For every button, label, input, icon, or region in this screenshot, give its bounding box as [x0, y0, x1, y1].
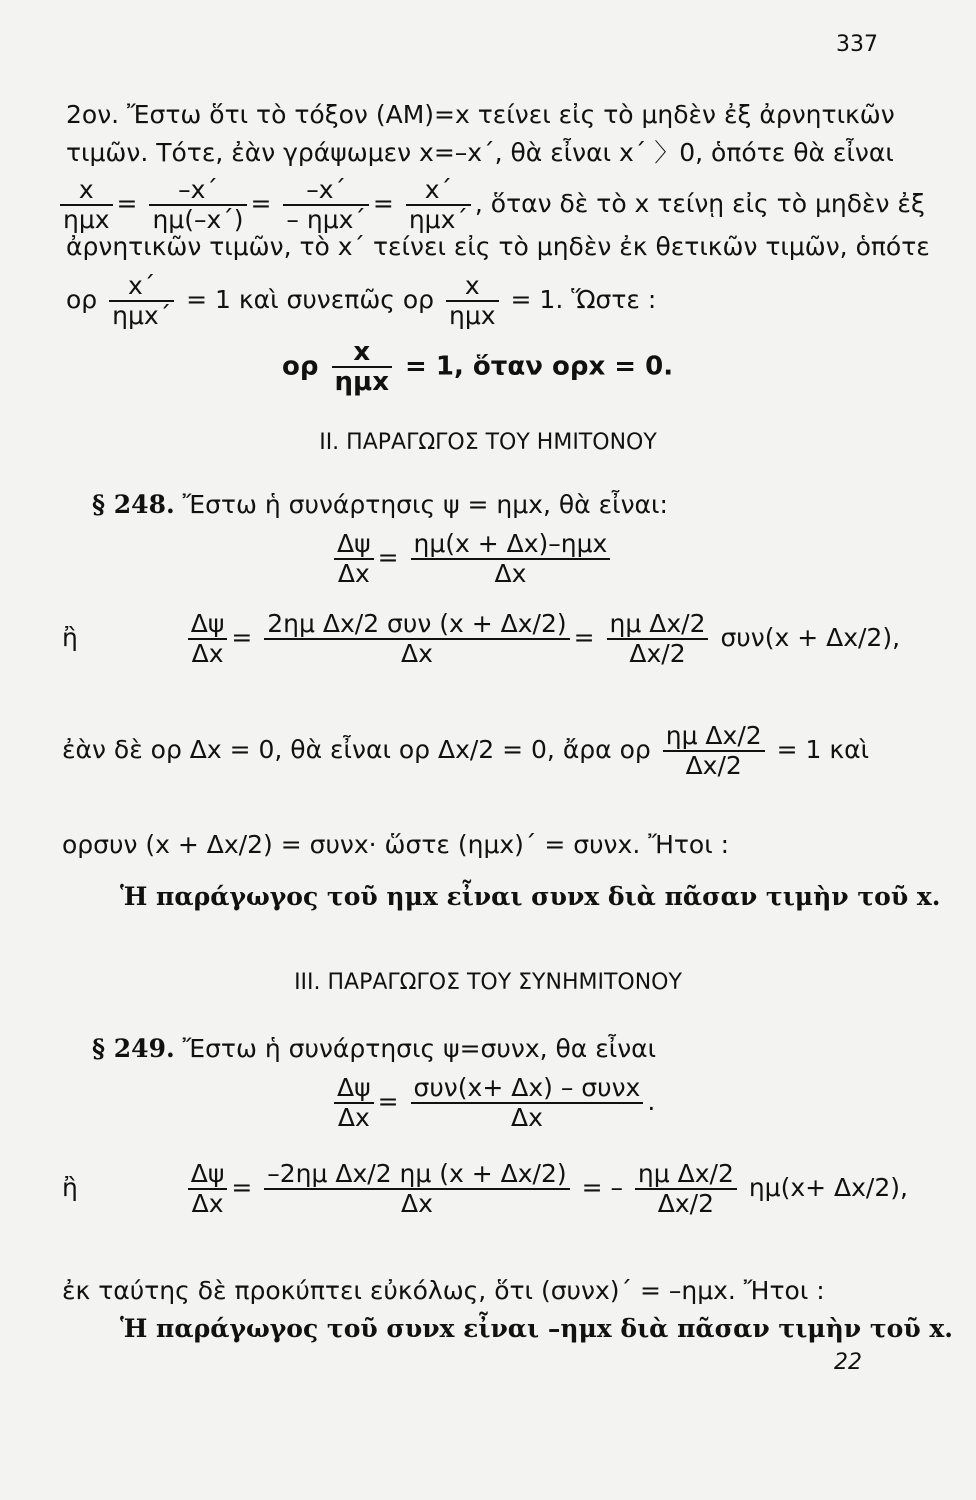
fraction: $\frac{\Delta\psi}{\Delta x}$ — [188, 1160, 228, 1218]
fraction: $\frac{\Delta\psi}{\Delta x}$ — [334, 530, 374, 588]
page-number: 337 — [836, 32, 878, 57]
fraction: $\frac{x΄}{\text{ημx΄}}$ — [406, 176, 471, 234]
paragraph-number: § 248. — [92, 490, 175, 519]
text-line: ἐκ ταύτης δὲ προκύπτει εὐκόλως, ὅτι (συνx)΄ = –ημx. Ἤτοι : — [62, 1276, 825, 1305]
text-span: Ἔστω ἡ συνάρτησις ψ = ημx, θὰ εἶναι: — [182, 490, 668, 519]
fraction: $\frac{\text{ημ Δx/2}}{\Delta x/2}$ — [607, 610, 709, 668]
fraction-row: $\frac{x}{\text{ημx}}$ = $\frac{-x΄}{\eta\mu(-x΄)}$ = $\frac{-x΄}{\text{– ημx΄}}$ = $\frac{x΄}{\text{ημx΄}}$ , ὅταν δὲ τὸ x τείνῃ εἰς τὸ μηδὲν ἐξ — [56, 176, 925, 234]
fraction: $\frac{-x΄}{\text{– ημx΄}}$ — [283, 176, 369, 234]
fraction: $\frac{\text{ημ Δx/2}}{\Delta x/2}$ — [663, 722, 765, 780]
text-span: Ἔστω ἡ συνάρτησις ψ=συνx, θα εἶναι — [182, 1034, 657, 1063]
result-equation: ορ $\frac{x}{\text{ημx}}$ = 1, ὅταν ορx = 0. — [282, 337, 674, 397]
fraction: $\frac{\text{–2ημ Δx/2 ημ (x + Δx/2)}}{\Delta x}$ — [264, 1160, 569, 1218]
fraction: $\frac{x}{\text{ημx}}$ — [60, 176, 113, 234]
fraction: $\frac{x}{\text{ημx}}$ — [446, 272, 499, 330]
section-heading: III. ΠΑΡΑΓΩΓΟΣ ΤΟΥ ΣΥΝΗΜΙΤΟΝΟΥ — [294, 970, 682, 995]
paragraph-line — [92, 1034, 656, 1064]
text-line: τιμῶν. Τότε, ἐὰν γράψωμεν x=–x΄, θὰ εἶναι x΄ 〉0, ὁπότε θὰ εἶναι — [66, 138, 894, 167]
equation-line: ορ $\frac{x΄}{\text{ημx΄}}$ = 1 καὶ συνεπῶς ορ $\frac{x}{\text{ημx}}$ = 1. Ὥστε : — [66, 271, 657, 330]
text-span: , ὅταν δὲ τὸ x τείνῃ εἰς τὸ μηδὲν ἐξ — [474, 189, 925, 218]
equation-line: ἢ $\frac{\Delta\psi}{\Delta x}$ = $\frac{\text{2ημ Δx/2 συν (x + Δx/2)}}{\Delta x}$ = $\frac{\text{ημ Δx/2}}{\Delta x/2}$ συν(x + Δx/2), — [62, 609, 901, 668]
fraction: $\frac{\text{ημ(x + Δx)–ημx}}{\Delta x}$ — [411, 530, 611, 588]
section-heading: II. ΠΑΡΑΓΩΓΟΣ ΤΟΥ ΗΜΙΤΟΝΟΥ — [319, 430, 657, 455]
fraction: $\frac{-x΄}{\eta\mu(-x΄)}$ — [149, 176, 246, 234]
equation-line: $\frac{\Delta\psi}{\Delta x}$ = $\frac{\text{συν(x+ Δx) – συνx}}{\Delta x}$ . — [330, 1074, 655, 1132]
fraction: $\frac{\text{συν(x+ Δx) – συνx}}{\Delta x}$ — [411, 1074, 644, 1132]
text-line: 2ον. Ἔστω ὅτι τὸ τόξον (AM)=x τείνει εἰς τὸ μηδὲν ἐξ ἀρνητικῶν — [66, 100, 895, 129]
theorem-statement: Ἡ παράγωγος τοῦ συνx εἶναι –ημx διὰ πᾶσαν τιμὴν τοῦ x. — [120, 1314, 953, 1343]
theorem-statement: Ἡ παράγωγος τοῦ ημx εἶναι συνx διὰ πᾶσαν τιμὴν τοῦ x. — [120, 882, 941, 911]
equation-line: ἢ $\frac{\Delta\psi}{\Delta x}$ = $\frac{\text{–2ημ Δx/2 ημ (x + Δx/2)}}{\Delta x}$ = – $\frac{\text{ημ Δx/2}}{\Delta x/2}$ ημ(x+ Δx/2), — [62, 1159, 908, 1218]
equation-line: ἐὰν δὲ ορ Δx = 0, θὰ εἶναι ορ Δx/2 = 0, ἄρα ορ $\frac{\text{ημ Δx/2}}{\Delta x/2}$ = 1 καὶ — [62, 721, 870, 780]
text-line: ἀρνητικῶν τιμῶν, τὸ x΄ τείνει εἰς τὸ μηδὲν ἐκ θετικῶν τιμῶν, ὁπότε — [66, 232, 930, 261]
paragraph-line — [92, 490, 668, 520]
equation-line: $\frac{\Delta\psi}{\Delta x}$ = $\frac{\text{ημ(x + Δx)–ημx}}{\Delta x}$ — [330, 530, 614, 588]
fraction: $\frac{\text{2ημ Δx/2 συν (x + Δx/2)}}{\Delta x}$ — [264, 610, 569, 668]
fraction: $\frac{\Delta\psi}{\Delta x}$ — [334, 1074, 374, 1132]
footer-number: 22 — [834, 1350, 862, 1375]
fraction: $\frac{\text{ημ Δx/2}}{\Delta x/2}$ — [635, 1160, 737, 1218]
paragraph-number: § 249. — [92, 1034, 175, 1063]
fraction: $\frac{\Delta\psi}{\Delta x}$ — [188, 610, 228, 668]
fraction: $\frac{x}{\text{ημx}}$ — [332, 338, 392, 396]
fraction: $\frac{x΄}{\text{ημx΄}}$ — [109, 272, 174, 330]
text-line: ορσυν (x + Δx/2) = συνx· ὥστε (ημx)΄ = συνx. Ἤτοι : — [62, 830, 730, 859]
